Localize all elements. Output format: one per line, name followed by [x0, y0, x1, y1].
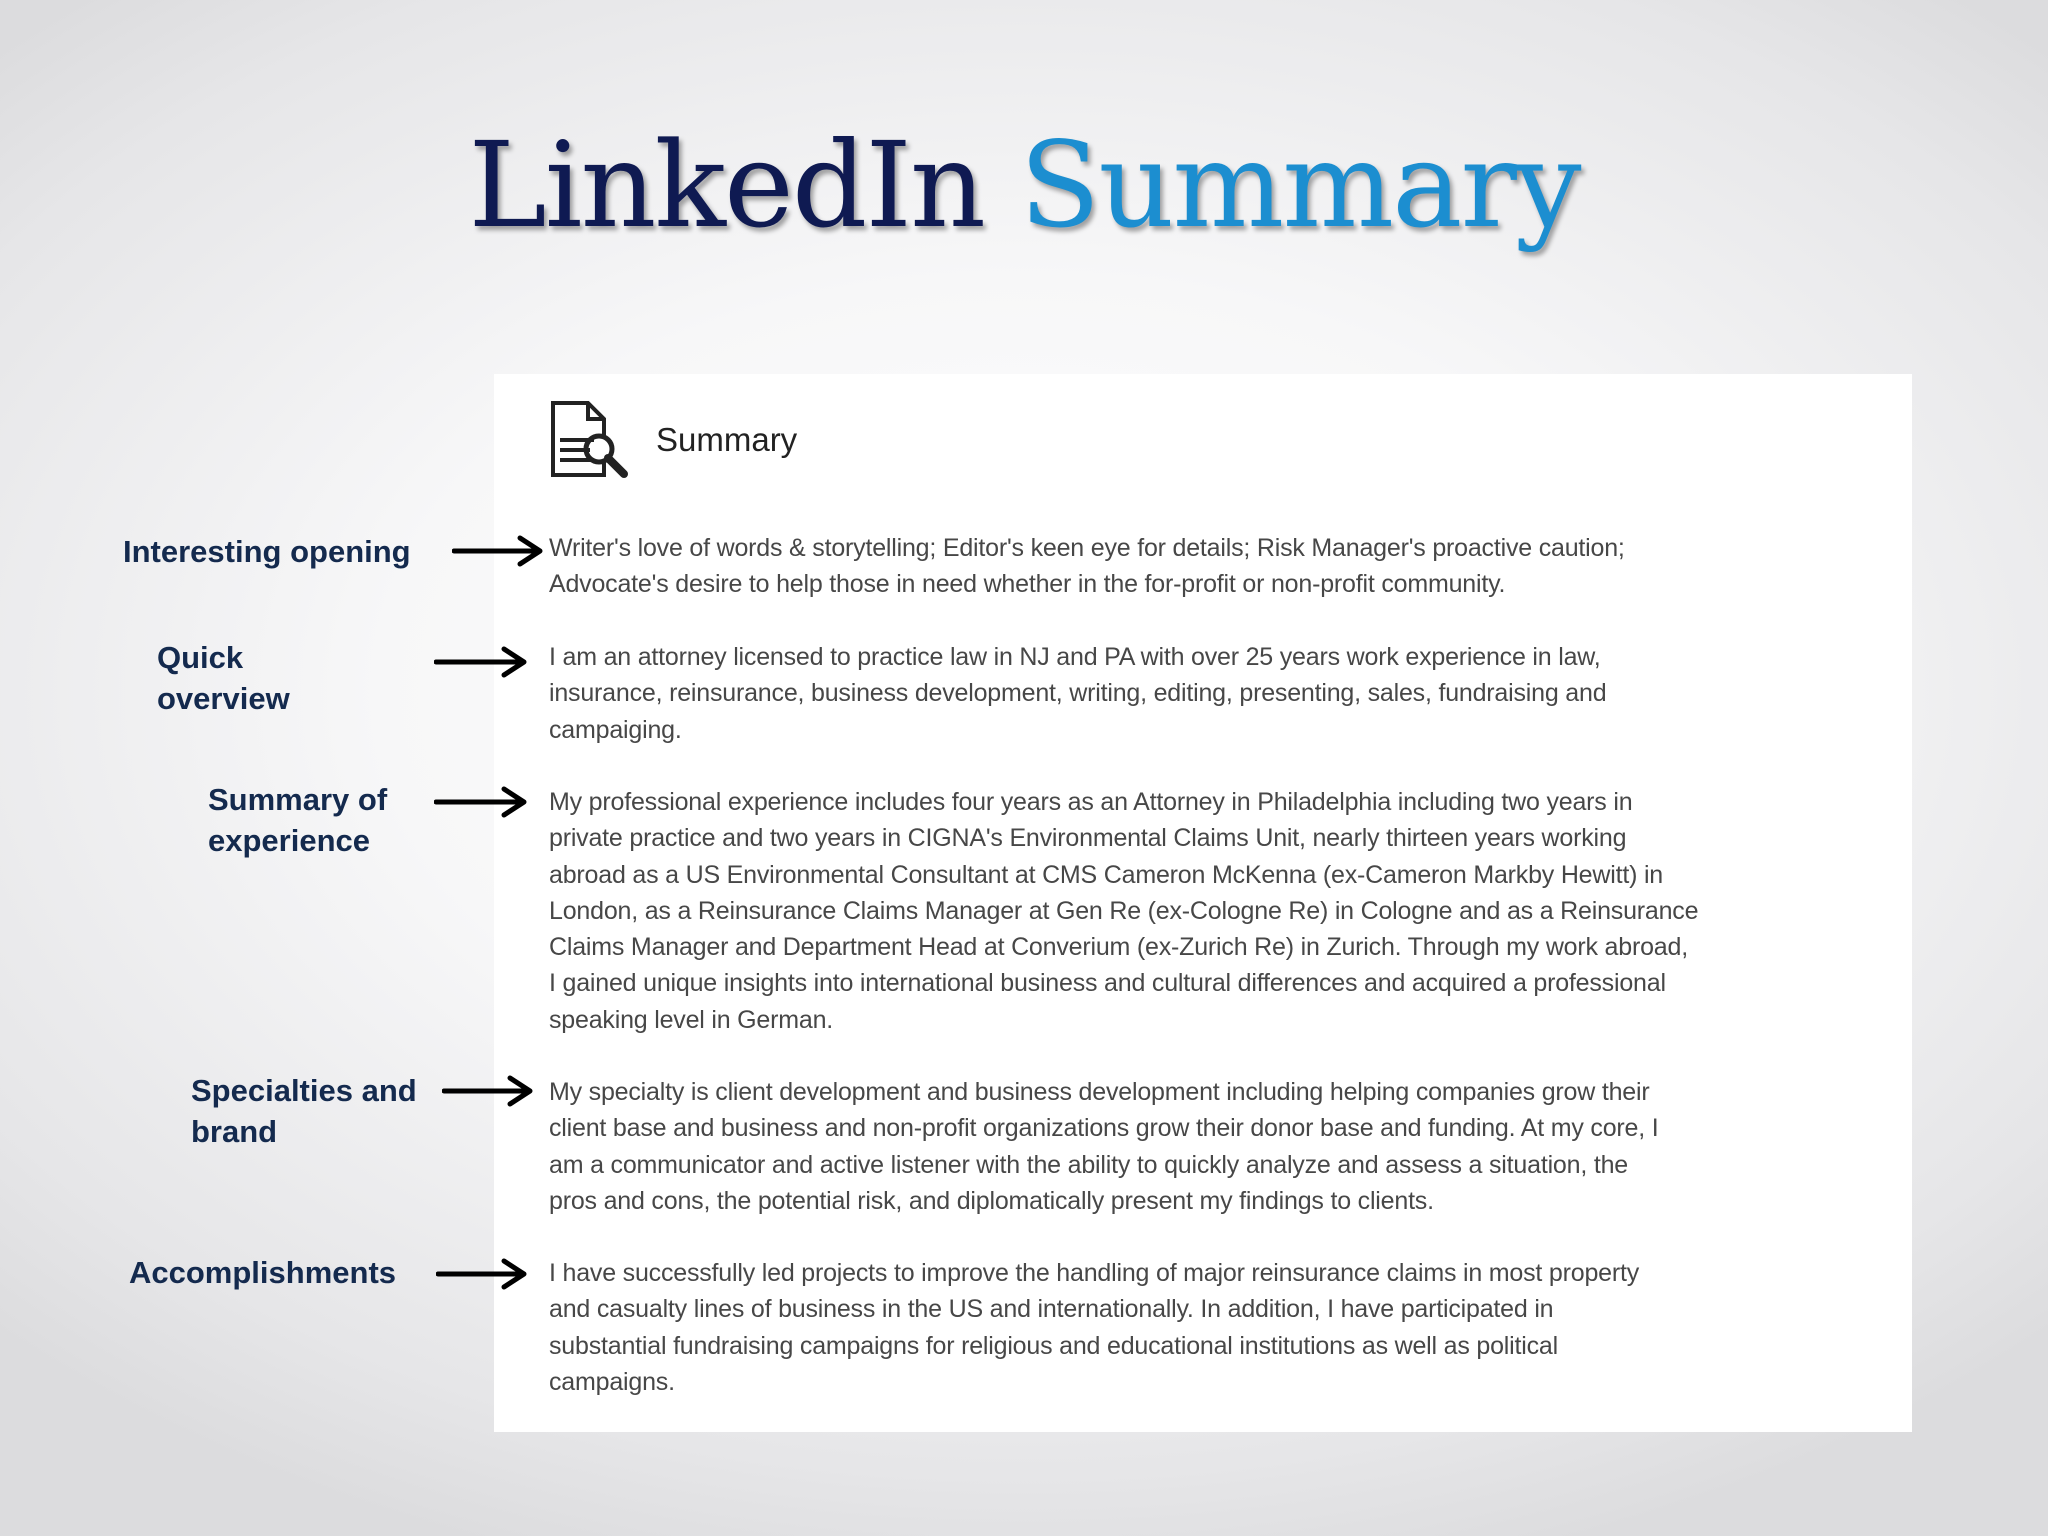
paragraph-line: speaking level in German.	[549, 1005, 834, 1034]
arrow-right-icon	[452, 534, 546, 568]
annotation-label-summary-of-experience	[208, 779, 387, 861]
annotation-label-line: Specialties and	[191, 1073, 417, 1108]
annotation-label-line: brand	[191, 1114, 278, 1149]
paragraph-line: substantial fundraising campaigns for religious and educational institutions as well as political	[549, 1331, 1558, 1360]
annotation-label-line: Interesting opening	[123, 534, 411, 569]
paragraph-line: am a communicator and active listener with the ability to quickly analyze and assess a situation, the	[549, 1150, 1628, 1179]
slide-title	[0, 115, 2048, 255]
paragraph-accomplishments	[549, 1255, 1899, 1400]
arrow-right-icon	[436, 1257, 530, 1291]
annotation-label-line: overview	[157, 681, 290, 716]
slide-title-summary: Summary	[1019, 116, 1580, 254]
paragraph-line: I am an attorney licensed to practice law in NJ and PA with over 25 years work experience in law,	[549, 643, 1601, 671]
document-magnifier-icon	[550, 400, 630, 480]
annotation-label-accomplishments	[129, 1252, 396, 1293]
paragraph-line: campaigns.	[549, 1367, 675, 1396]
annotation-label-interesting-opening	[123, 531, 411, 572]
annotation-label-line: Summary of	[208, 782, 388, 817]
paragraph-line: Advocate's desire to help those in need whether in the for-profit or non-profit community.	[549, 570, 1506, 599]
paragraph-line: private practice and two years in CIGNA's Environmental Claims Unit, nearly thirteen years working	[549, 824, 1627, 853]
paragraph-line: Writer's love of words & storytelling; Editor's keen eye for details; Risk Manager's proactive caution;	[549, 534, 1625, 562]
paragraph-line: My professional experience includes four years as an Attorney in Philadelphia including two years in	[549, 788, 1633, 816]
annotation-label-line: Accomplishments	[129, 1255, 397, 1290]
paragraph-line: abroad as a US Environmental Consultant at CMS Cameron McKenna (ex-Cameron Markby Hewitt) in	[549, 860, 1664, 889]
paragraph-line: insurance, reinsurance, business development, writing, editing, presenting, sales, fundraising and	[549, 679, 1607, 708]
arrow-right-icon	[442, 1074, 536, 1108]
paragraph-line: My specialty is client development and business development including helping companies grow their	[549, 1078, 1650, 1106]
paragraph-line: London, as a Reinsurance Claims Manager at Gen Re (ex-Cologne Re) in Cologne and as a Reinsurance	[549, 896, 1699, 925]
annotation-label-quick-overview	[157, 637, 290, 719]
paragraph-line: client base and business and non-profit organizations grow their donor base and funding. At my core, I	[549, 1114, 1659, 1143]
paragraph-experience	[549, 784, 1899, 1038]
paragraph-line: Claims Manager and Department Head at Converium (ex-Zurich Re) in Zurich. Through my work abroad,	[549, 933, 1688, 962]
paragraph-line: pros and cons, the potential risk, and diplomatically present my findings to clients.	[549, 1186, 1434, 1215]
slide-title-linkedin: LinkedIn	[468, 116, 984, 254]
arrow-right-icon	[434, 645, 530, 679]
annotation-label-line: experience	[208, 823, 370, 858]
annotation-label-specialties-and-brand	[191, 1070, 417, 1152]
paragraph-line: I gained unique insights into international business and cultural differences and acquired a professional	[549, 969, 1666, 998]
paragraph-overview	[549, 639, 1899, 748]
paragraph-line: I have successfully led projects to improve the handling of major reinsurance claims in most property	[549, 1259, 1640, 1287]
paragraph-specialties	[549, 1074, 1899, 1219]
paragraph-line: campaiging.	[549, 715, 682, 744]
annotation-label-line: Quick	[157, 640, 244, 675]
paragraph-opening	[549, 530, 1899, 603]
arrow-right-icon	[434, 785, 530, 819]
paragraph-line: and casualty lines of business in the US and internationally. In addition, I have participated in	[549, 1295, 1554, 1324]
panel-heading: Summary	[656, 421, 798, 458]
